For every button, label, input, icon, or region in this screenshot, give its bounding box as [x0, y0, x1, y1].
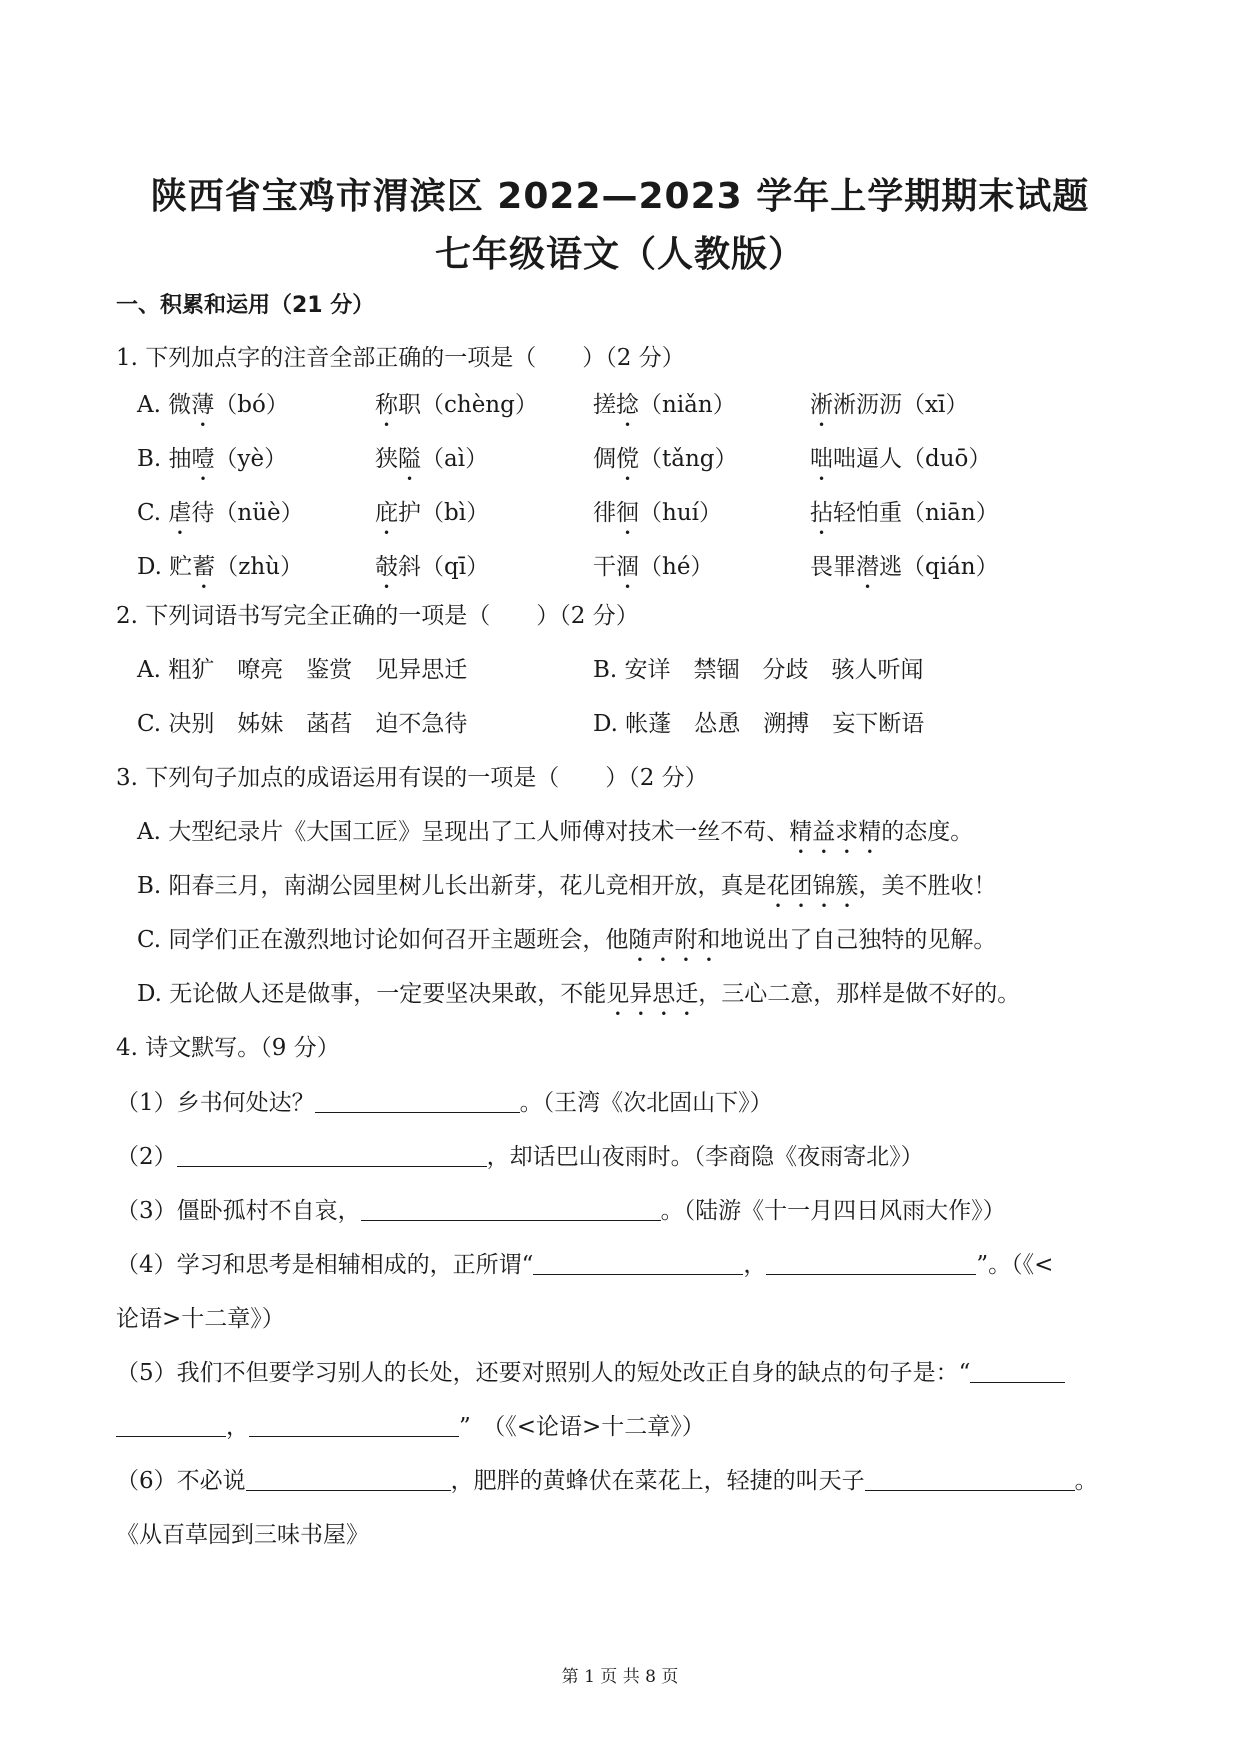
q1-option-d-3: 干涸（hé）: [593, 554, 714, 580]
answer-blank[interactable]: [970, 1360, 1065, 1383]
q2-option-b: B. 安详 禁锢 分歧 骇人听闻: [593, 657, 924, 683]
answer-blank[interactable]: [116, 1414, 226, 1437]
q1-option-d-2: 攲斜（qī）: [375, 554, 490, 580]
answer-blank[interactable]: [865, 1468, 1075, 1491]
q2-option-c: C. 决别 姊妹 菡萏 迫不急待: [137, 711, 468, 737]
answer-blank[interactable]: [246, 1468, 451, 1491]
q4-item-4: （4）学习和思考是相辅相成的，正所谓“ ， ”。（《<: [116, 1252, 1054, 1278]
q1-option-a-3: 搓捻（niǎn）: [593, 392, 736, 418]
q4-item-6: （6）不必说 ，肥胖的黄蜂伏在菜花上，轻捷的叫天子 。: [116, 1468, 1098, 1494]
page-number: 第 1 页 共 8 页: [561, 1667, 679, 1687]
q4-item-2: （2） ，却话巴山夜雨时。（李商隐《夜雨寄北》）: [116, 1144, 924, 1170]
q2-option-d: D. 帐蓬 怂恿 溯搏 妄下断语: [593, 711, 925, 737]
q1-option-c-2: 庇护（bì）: [375, 500, 490, 526]
q3-option-c: C. 同学们正在激烈地讨论如何召开主题班会，他随声附和地说出了自己独特的见解。: [137, 927, 997, 953]
question-4-stem: 4. 诗文默写。（9 分）: [116, 1035, 340, 1061]
q1-option-d-1: D. 贮蓄（zhù）: [137, 554, 303, 580]
q4-item-5: （5）我们不但要学习别人的长处，还要对照别人的短处改正自身的缺点的句子是：“: [116, 1358, 1065, 1388]
q2-option-a: A. 粗犷 嘹亮 鉴赏 见异思迁: [137, 657, 468, 683]
question-3-stem: 3. 下列句子加点的成语运用有误的一项是（ ）（2 分）: [116, 765, 708, 791]
q1-option-c-4: 拈轻怕重（niān）: [810, 500, 999, 526]
q1-option-c-1: C. 虐待（nüè）: [137, 500, 304, 526]
q4-item-5-cont: ， ” （《<论语>十二章》）: [116, 1412, 705, 1442]
q3-option-b: B. 阳春三月，南湖公园里树儿长出新芽，花儿竞相开放，真是花团锦簇，美不胜收！: [137, 873, 997, 899]
q4-item-6-source: 《从百草园到三味书屋》: [116, 1522, 369, 1548]
q1-option-a-2: 称职（chèng）: [375, 392, 538, 418]
q1-option-d-4: 畏罪潜逃（qián）: [810, 554, 999, 580]
q1-option-b-2: 狭隘（aì）: [375, 446, 489, 472]
answer-blank[interactable]: [533, 1252, 743, 1275]
q1-option-b-3: 倜傥（tǎng）: [593, 446, 738, 472]
q3-option-a: A. 大型纪录片《大国工匠》呈现出了工人师傅对技术一丝不苟、精益求精的态度。: [137, 819, 974, 845]
q4-item-4-cont: 论语>十二章》）: [116, 1306, 285, 1332]
q3-option-d: D. 无论做人还是做事，一定要坚决果敢，不能见异思迁，三心二意，那样是做不好的。: [137, 981, 1021, 1007]
q1-option-a-4: 淅淅沥沥（xī）: [810, 392, 969, 418]
answer-blank[interactable]: [766, 1252, 976, 1275]
q1-option-a-1: A. 微薄（bó）: [137, 392, 289, 418]
q1-option-b-4: 咄咄逼人（duō）: [810, 446, 992, 472]
q1-option-b-1: B. 抽噎（yè）: [137, 446, 288, 472]
answer-blank[interactable]: [361, 1198, 661, 1221]
question-2-stem: 2. 下列词语书写完全正确的一项是（ ）（2 分）: [116, 603, 639, 629]
exam-title: 陕西省宝鸡市渭滨区 2022—2023 学年上学期期末试题: [150, 176, 1090, 217]
q1-option-c-3: 徘徊（huí）: [593, 500, 722, 526]
q4-item-3: （3）僵卧孤村不自哀， 。（陆游《十一月四日风雨大作》）: [116, 1198, 1006, 1224]
answer-blank[interactable]: [177, 1144, 487, 1167]
answer-blank[interactable]: [315, 1090, 520, 1113]
exam-subtitle: 七年级语文（人教版）: [434, 234, 805, 275]
question-1-stem: 1. 下列加点字的注音全部正确的一项是（ ）（2 分）: [116, 345, 685, 371]
answer-blank[interactable]: [249, 1414, 459, 1437]
q4-item-1: （1）乡书何处达？ 。（王湾《次北固山下》）: [116, 1090, 773, 1116]
section-heading: 一、积累和运用（21 分）: [116, 293, 375, 318]
